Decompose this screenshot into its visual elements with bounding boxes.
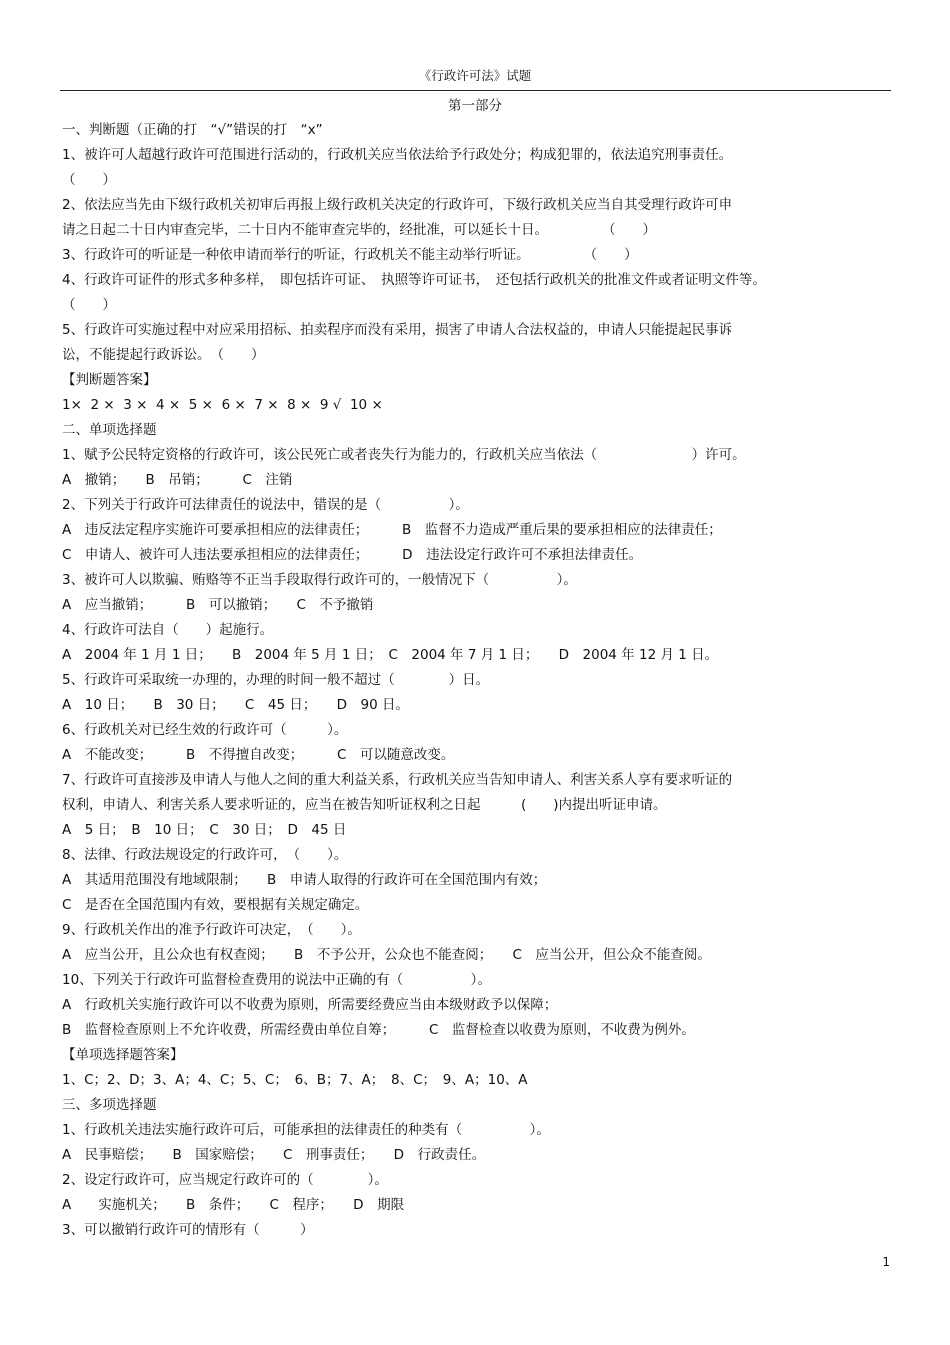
text-line: 6、行政机关对已经生效的行政许可（ ）。 xyxy=(62,722,348,738)
text-line: A 撤销； B 吊销； C 注销 xyxy=(62,472,293,488)
text-line: 10、下列关于行政许可监督检查费用的说法中正确的有（ ）。 xyxy=(62,972,491,988)
text-line: 4、行政许可证件的形式多种多样， 即包括许可证、 执照等许可证书， 还包括行政机关的批准文件或者证明文件等。 xyxy=(62,272,766,288)
text-line: A 2004 年 1 月 1 日； B 2004 年 5 月 1 日； C 2004 年 7 月 1 日； D 2004 年 12 月 1 日。 xyxy=(62,647,719,663)
text-line: B 监督检查原则上不允许收费，所需经费由单位自筹； C 监督检查以收费为原则，不收费为例外。 xyxy=(62,1022,695,1038)
text-line: 1、C；2、D；3、A；4、C；5、C； 6、B；7、A； 8、C； 9、A；10、A xyxy=(62,1072,528,1088)
text-line: 3、可以撤销行政许可的情形有（ ） xyxy=(62,1222,314,1238)
text-line: 1、赋予公民特定资格的行政许可，该公民死亡或者丧失行为能力的，行政机关应当依法（ ）许可。 xyxy=(62,447,746,463)
text-line: 9、行政机关作出的准予行政许可决定， （ ）。 xyxy=(62,922,361,938)
header-rule xyxy=(60,90,891,91)
part-title: 第一部分 xyxy=(448,98,502,114)
text-line: 3、行政许可的听证是一种依申请而举行的听证，行政机关不能主动举行听证。 （ ） xyxy=(62,247,638,263)
text-line: 4、行政许可法自（ ）起施行。 xyxy=(62,622,274,638)
text-line: （ ） xyxy=(62,297,116,313)
document-header-title: 《行政许可法》试题 xyxy=(418,68,532,83)
text-line: A 民事赔偿； B 国家赔偿； C 刑事责任； D 行政责任。 xyxy=(62,1147,486,1163)
text-line: 一、判断题（正确的打 “√”错误的打 “ⅹ” xyxy=(62,122,323,138)
text-line: 二、单项选择题 xyxy=(62,422,157,438)
text-line: 1、行政机关违法实施行政许可后，可能承担的法律责任的种类有（ ）。 xyxy=(62,1122,550,1138)
text-line: A 不能改变； B 不得擅自改变； C 可以随意改变。 xyxy=(62,747,455,763)
text-line: 【判断题答案】 xyxy=(62,372,157,388)
text-line: 1、被许可人超越行政许可范围进行活动的，行政机关应当依法给予行政处分；构成犯罪的，依法追究刑事责任。 xyxy=(62,147,733,163)
text-line: A 应当撤销； B 可以撤销； C 不予撤销 xyxy=(62,597,374,613)
text-line: 7、行政许可直接涉及申请人与他人之间的重大利益关系，行政机关应当告知申请人、利害关系人享有要求听证的 xyxy=(62,772,733,788)
text-line: 8、法律、行政法规设定的行政许可， （ ）。 xyxy=(62,847,348,863)
text-line: 【单项选择题答案】 xyxy=(62,1047,184,1063)
text-line: 权利，申请人、利害关系人要求听证的，应当在被告知听证权利之日起 ( )内提出听证申请。 xyxy=(62,797,667,813)
text-line: A 其适用范围没有地域限制； B 申请人取得的行政许可在全国范围内有效； xyxy=(62,872,547,888)
document-body xyxy=(62,118,892,1243)
text-line: A 行政机关实施行政许可以不收费为原则，所需要经费应当由本级财政予以保障； xyxy=(62,997,558,1013)
text-line: （ ） xyxy=(62,172,116,188)
text-line: A 实施机关； B 条件； C 程序； D 期限 xyxy=(62,1197,405,1213)
text-line: C 申请人、被许可人违法要承担相应的法律责任； D 违法设定行政许可不承担法律责任。 xyxy=(62,547,643,563)
text-line: 2、依法应当先由下级行政机关初审后再报上级行政机关决定的行政许可，下级行政机关应当自其受理行政许可申 xyxy=(62,197,733,213)
text-line: A 10 日； B 30 日； C 45 日； D 90 日。 xyxy=(62,697,409,713)
text-line: 5、行政许可实施过程中对应采用招标、拍卖程序而没有采用，损害了申请人合法权益的，申请人只能提起民事诉 xyxy=(62,322,733,338)
text-line: 2、设定行政许可，应当规定行政许可的（ ）。 xyxy=(62,1172,388,1188)
text-line: A 5 日； B 10 日； C 30 日； D 45 日 xyxy=(62,822,347,838)
text-line: 请之日起二十日内审查完毕，二十日内不能审查完毕的，经批准，可以延长十日。 （ ） xyxy=(62,222,656,238)
text-line: A 违反法定程序实施许可要承担相应的法律责任； B 监督不力造成严重后果的要承担相应的法律责任； xyxy=(62,522,722,538)
page-number: 1 xyxy=(882,1255,890,1269)
text-line: 三、多项选择题 xyxy=(62,1097,157,1113)
text-line: 5、行政许可采取统一办理的，办理的时间一般不超过（ ）日。 xyxy=(62,672,490,688)
text-line: C 是否在全国范围内有效，要根据有关规定确定。 xyxy=(62,897,369,913)
text-line: 1× 2 × 3 × 4 × 5 × 6 × 7 × 8 × 9 √ 10 × xyxy=(62,397,383,413)
text-line: 讼，不能提起行政诉讼。 （ ） xyxy=(62,347,265,363)
text-line: A 应当公开，且公众也有权查阅； B 不予公开，公众也不能查阅； C 应当公开，但公众不能查阅。 xyxy=(62,947,711,963)
text-line: 3、被许可人以欺骗、贿赂等不正当手段取得行政许可的，一般情况下（ ）。 xyxy=(62,572,577,588)
text-line: 2、下列关于行政许可法律责任的说法中，错误的是（ ）。 xyxy=(62,497,469,513)
